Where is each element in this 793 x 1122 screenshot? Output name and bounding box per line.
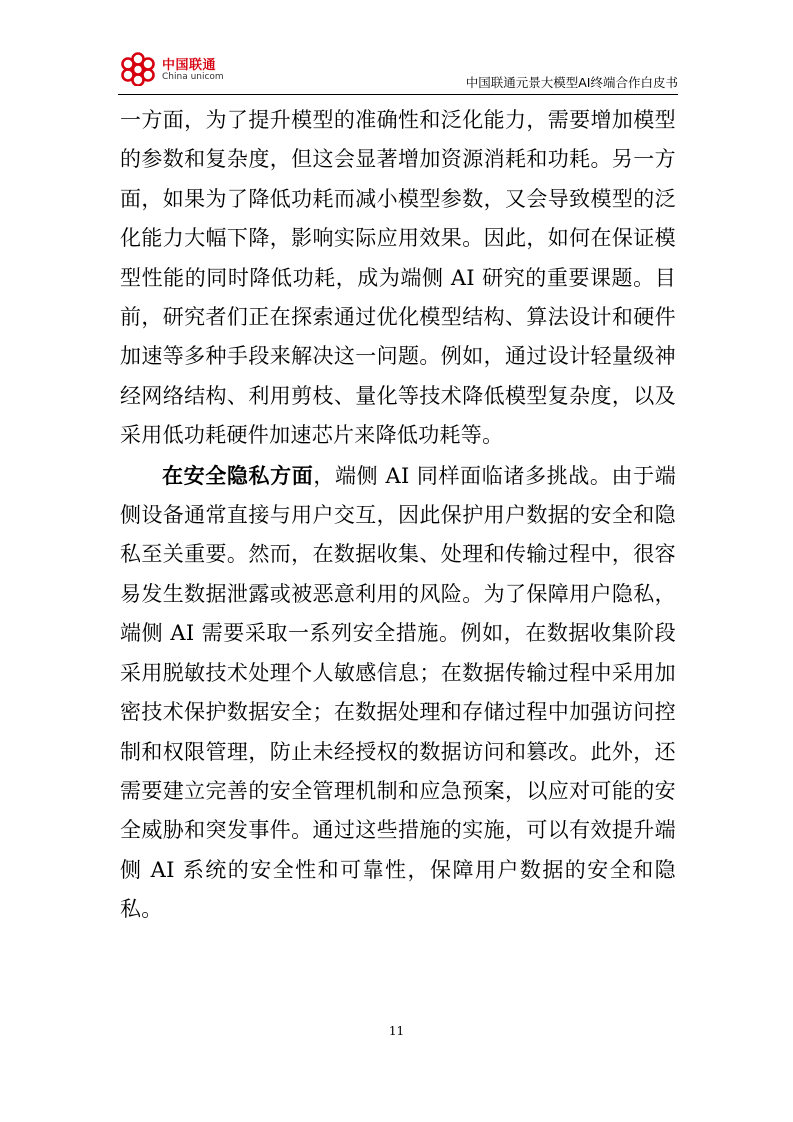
header-divider (118, 94, 678, 95)
china-unicom-logo (118, 48, 238, 90)
document-title: 中国联通元景大模型AI终端合作白皮书 (465, 75, 678, 90)
paragraph-text: 一方面，为了提升模型的准确性和泛化能力，需要增加模型的参数和复杂度，但这会显著增加资源消耗和功耗。另一方面，如果为了降低功耗而减小模型参数，又会导致模型的泛化能力大幅下降，影响实际应用效果。因此，如何在保证模型性能的同时降低功耗，成为端侧 AI 研究的重要课题。目前，研究者们正在探索通过优化模型结构、算法设计和硬件加速等多种手段来解决这一问题。例如，通过设计轻量级神经网络结构、利用剪枝、量化等技术降低模型复杂度，以及采用低功耗硬件加速芯片来降低功耗等。 (120, 108, 676, 448)
page-number: 11 (388, 1024, 405, 1038)
unicom-knot-icon (118, 52, 158, 86)
paragraph-lead-heading: 在安全隐私方面 (162, 462, 314, 488)
paragraph-text: ，端侧 AI 同样面临诸多挑战。由于端侧设备通常直接与用户交互，因此保护用户数据的安全和隐私至关重要。然而，在数据收集、处理和传输过程中，很容易发生数据泄露或被恶意利用的风险。为了保障用户隐私，端侧 AI 需要采取一系列安全措施。例如，在数据收集阶段采用脱敏技术处理个人敏感信息；在数据传输过程中采用加密技术保护数据安全；在数据处理和存储过程中加强访问控制和权限管理，防止未经授权的数据访问和篡改。此外，还需要建立完善的安全管理机制和应急预案，以应对可能的安全威胁和突发事件。通过这些措施的实施，可以有效提升端侧 AI 系统的安全性和可靠性，保障用户数据的安全和隐私。 (120, 463, 676, 922)
body-text (120, 101, 676, 930)
paragraph-power-consumption (120, 101, 676, 456)
page-header (118, 48, 678, 98)
logo-english-text: China unicom (162, 72, 224, 82)
paragraph-security-privacy (120, 456, 676, 930)
logo-chinese-text: 中国联通 (162, 58, 217, 73)
